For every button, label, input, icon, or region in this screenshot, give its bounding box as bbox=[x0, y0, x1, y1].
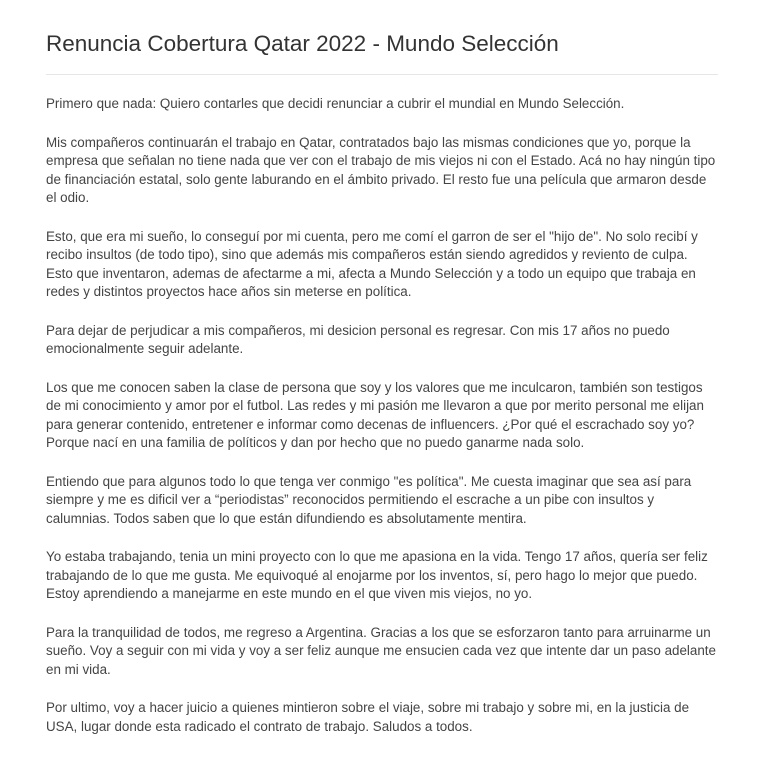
paragraph-intro: Primero que nada: Quiero contarles que decidi renunciar a cubrir el mundial en Mundo Selección. bbox=[46, 96, 625, 111]
title-divider bbox=[46, 74, 718, 75]
paragraph-dream: Esto, que era mi sueño, lo conseguí por mi cuenta, pero me comí el garron de ser el "hijo de". No solo recibí y recibo insultos (de todo tipo), sino que además mis compañeros están siendo agredidos y reviento de culpa. Esto que inventaron, ademas de afectarme a mi, afecta a Mundo Selección y a todo un equipo que trabaja en redes y distintos proyectos hace años sin meterse en política. bbox=[46, 228, 698, 299]
paragraph-work: Yo estaba trabajando, tenia un mini proyecto con lo que me apasiona en la vida. Tengo 17 años, quería ser feliz trabajando de lo que me gusta. Me equivoqué al enojarme por los inventos, sí, pero hago lo mejor que puedo. Estoy aprendiendo a manejarme en este mundo en el que viven mis viejos, no yo. bbox=[46, 549, 708, 601]
post-body bbox=[46, 95, 718, 736]
paragraph-closing: Por ultimo, voy a hacer juicio a quienes mintieron sobre el viaje, sobre mi trabajo y sobre mi, en la justicia de USA, lugar donde esta radicado el contrato de trabajo. Saludos a todos. bbox=[46, 700, 690, 734]
paragraph-politics: Entiendo que para algunos todo lo que tenga ver conmigo "es política". Me cuesta imaginar que sea así para siempre y me es dificil ver a “periodistas” reconocidos permitiendo el escrache a un pibe con insultos y calumnias. Todos saben que lo que están difundiendo es absolutamente mentira. bbox=[46, 473, 692, 526]
paragraph-decision: Para dejar de perjudicar a mis compañeros, mi desicion personal es regresar. Con mis 17 años no puedo emocionalmente seguir adelante. bbox=[46, 322, 670, 356]
paragraph-values: Los que me conocen saben la clase de persona que soy y los valores que me inculcaron, también son testigos de mi conocimiento y amor por el futbol. Las redes y mi pasión me llevaron a que por merito personal me elijan para generar contenido, entretener e informar como decenas de influencers. ¿Por qué el escrachado soy yo? Porque nací en una familia de políticos y dan por hecho que no puedo ganarme nada solo. bbox=[46, 379, 704, 450]
paragraph-colleagues: Mis compañeros continuarán el trabajo en Qatar, contratados bajo las mismas condiciones que yo, porque la empresa que señalan no tiene nada que ver con el trabajo de mis viejos ni con el Estado. Acá no hay ningún tipo de financiación estatal, solo gente laburando en el ámbito privado. El resto fue una película que armaron desde el odio. bbox=[46, 134, 716, 205]
post-title: Renuncia Cobertura Qatar 2022 - Mundo Selección bbox=[46, 31, 559, 56]
post-container bbox=[46, 0, 718, 756]
paragraph-return: Para la tranquilidad de todos, me regreso a Argentina. Gracias a los que se esforzaron tanto para arruinarme un sueño. Voy a seguir con mi vida y voy a ser feliz aunque me ensucien cada vez que intente dar un paso adelante en mi vida. bbox=[46, 624, 716, 677]
